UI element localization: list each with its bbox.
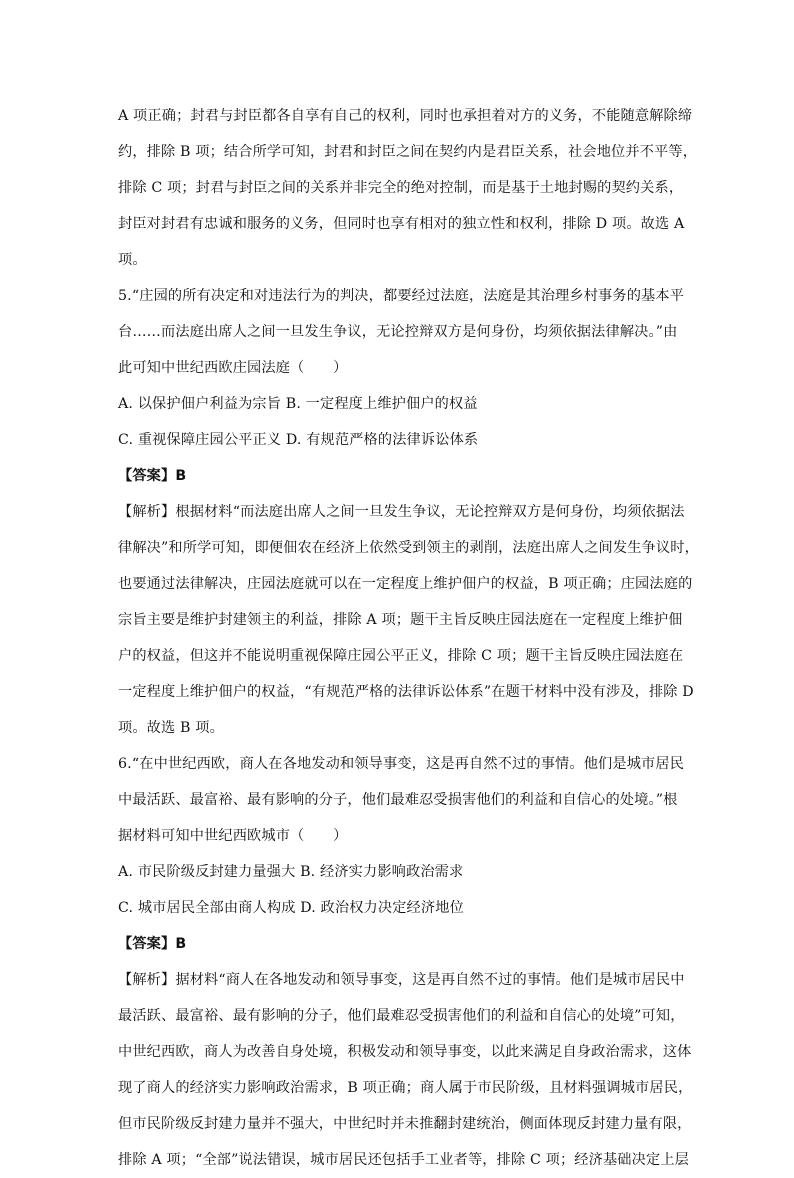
text-line: 项。 xyxy=(118,252,147,268)
text-line: 排除 C 项；封君与封臣之间的关系并非完全的绝对控制，而是基于土地封赐的契约关系， xyxy=(118,180,684,196)
question-5-options: A. 以保护佃户利益为宗旨 B. 一定程度上维护佃户的权益 xyxy=(118,396,478,412)
analysis-line: 律解决”和所学可知，即便佃农在经济上依然受到领主的剥削，法庭出席人之间发生争议时， xyxy=(118,540,699,556)
analysis-line: 也要通过法律解决，庄园法庭就可以在一定程度上维护佃户的权益，B 项正确；庄园法庭的 xyxy=(118,576,693,592)
analysis-line: 排除 A 项；“全部”说法错误，城市居民还包括手工业者等，排除 C 项；经济基础决定上层 xyxy=(118,1152,689,1168)
analysis-line: 【解析】据材料“商人在各地发动和领导事变，这是再自然不过的事情。他们是城市居民中 xyxy=(118,972,685,988)
question-6-line: 据材料可知中世纪西欧城市（ ） xyxy=(118,828,348,844)
analysis-line: 中世纪西欧，商人为改善自身处境，积极发动和领导事变，以此来满足自身政治需求，这体 xyxy=(118,1044,692,1060)
text-line: 封臣对封君有忠诚和服务的义务，但同时也享有相对的独立性和权利，排除 D 项。故选 A xyxy=(118,216,685,232)
text-line: 约，排除 B 项；结合所学可知，封君和封臣之间在契约内是君臣关系，社会地位并不平等， xyxy=(118,144,698,160)
analysis-line: 项。故选 B 项。 xyxy=(118,720,224,736)
answer-label: 【答案】B xyxy=(118,468,187,484)
analysis-line: 最活跃、最富裕、最有影响的分子，他们最难忍受损害他们的利益和自信心的处境”可知， xyxy=(118,1008,685,1024)
document-body xyxy=(118,98,699,1178)
analysis-line: 一定程度上维护佃户的权益，“有规范严格的法律诉讼体系”在题干材料中没有涉及，排除 D xyxy=(118,684,694,700)
question-5-line: 此可知中世纪西欧庄园法庭（ ） xyxy=(118,360,348,376)
question-5-line: 5.“庄园的所有决定和对违法行为的判决，都要经过法庭，法庭是其治理乡村事务的基本平 xyxy=(118,288,685,304)
question-6-line: 6.“在中世纪西欧，商人在各地发动和领导事变，这是再自然不过的事情。他们是城市居民 xyxy=(118,756,685,772)
text-line: A 项正确；封君与封臣都各自享有自己的权利，同时也承担着对方的义务，不能随意解除缔 xyxy=(118,108,693,124)
answer-label: 【答案】B xyxy=(118,936,187,952)
analysis-line: 【解析】根据材料“而法庭出席人之间一旦发生争议，无论控辩双方是何身份，均须依据法 xyxy=(118,504,685,520)
question-5-line: 台……而法庭出席人之间一旦发生争议，无论控辩双方是何身份，均须依据法律解决。”由 xyxy=(118,324,678,340)
analysis-line: 但市民阶级反封建力量并不强大，中世纪时并未推翻封建统治，侧面体现反封建力量有限， xyxy=(118,1116,692,1132)
analysis-line: 宗旨主要是维护封建领主的利益，排除 A 项；题干主旨反映庄园法庭在一定程度上维护佃 xyxy=(118,612,683,628)
question-6-line: 中最活跃、最富裕、最有影响的分子，他们最难忍受损害他们的利益和自信心的处境。”根 xyxy=(118,792,678,808)
question-5-options: C. 重视保障庄园公平正义 D. 有规范严格的法律诉讼体系 xyxy=(118,432,479,448)
question-6-options: A. 市民阶级反封建力量强大 B. 经济实力影响政治需求 xyxy=(118,864,464,880)
analysis-line: 现了商人的经济实力影响政治需求，B 项正确；商人属于市民阶级，且材料强调城市居民， xyxy=(118,1080,693,1096)
analysis-line: 户的权益，但这并不能说明重视保障庄园公平正义，排除 C 项；题干主旨反映庄园法庭在 xyxy=(118,648,684,664)
question-6-options: C. 城市居民全部由商人构成 D. 政治权力决定经济地位 xyxy=(118,900,464,916)
